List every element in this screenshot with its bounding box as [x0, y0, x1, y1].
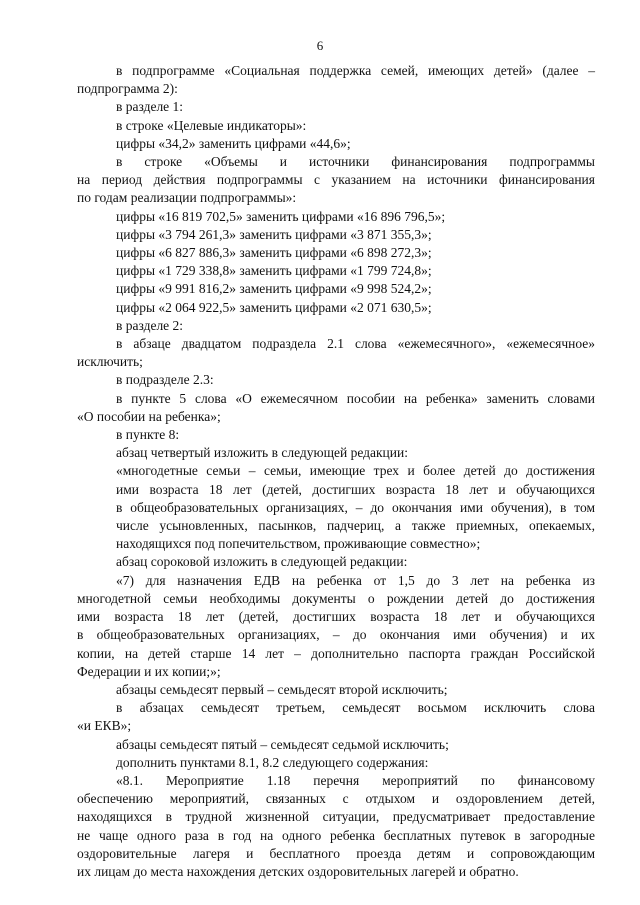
text-line: «и ЕКВ»;: [77, 718, 132, 734]
text-line: абзац четвертый изложить в следующей редакции:: [116, 445, 408, 461]
text-line: копии, на детей старше 14 лет – дополнительно паспорта граждан Российской: [77, 645, 595, 661]
text-line: в общеобразовательных организациях, – до окончания ими обучения) и их: [77, 627, 595, 643]
text-line: абзацы семьдесят пятый – семьдесят седьмой исключить;: [116, 736, 449, 752]
text-line: цифры «6 827 886,3» заменить цифрами «6 898 272,3»;: [116, 245, 432, 261]
text-line: Федерации и их копии;»;: [77, 663, 221, 679]
text-line: в разделе 1:: [116, 99, 184, 115]
text-line: цифры «9 991 816,2» заменить цифрами «9 998 524,2»;: [116, 281, 432, 297]
document-body: [77, 62, 595, 881]
text-line: не чаще одного раза в год на одного ребенка бесплатных путевок в загородные: [77, 827, 595, 843]
text-line: в подпрограмме «Социальная поддержка семей, имеющих детей» (далее –: [116, 63, 595, 78]
text-line: их лицам до места нахождения детских оздоровительных лагерей и обратно.: [77, 863, 519, 879]
text-line: в абзацах семьдесят третьем, семьдесят восьмом исключить слова: [116, 700, 595, 716]
text-line: цифры «1 729 338,8» заменить цифрами «1 799 724,8»;: [116, 263, 432, 279]
text-line: абзац сороковой изложить в следующей редакции:: [116, 554, 408, 570]
text-line: цифры «16 819 702,5» заменить цифрами «16 896 796,5»;: [116, 208, 446, 224]
text-line: в разделе 2:: [116, 317, 184, 333]
text-line: цифры «3 794 261,3» заменить цифрами «3 871 355,3»;: [116, 226, 432, 242]
text-line: цифры «2 064 922,5» заменить цифрами «2 071 630,5»;: [116, 299, 432, 315]
text-line: находящихся в трудной жизненной ситуации, предусматривает предоставление: [77, 809, 595, 825]
text-line: в абзаце двадцатом подраздела 2.1 слова «ежемесячного», «ежемесячное»: [116, 336, 595, 352]
text-line: цифры «34,2» заменить цифрами «44,6»;: [116, 135, 351, 151]
text-line: подпрограмма 2):: [77, 81, 178, 97]
text-line: исключить;: [77, 354, 143, 370]
text-line: в подразделе 2.3:: [116, 372, 214, 388]
text-line: «8.1. Мероприятие 1.18 перечня мероприятий по финансовому: [116, 772, 595, 788]
text-line: ими возраста 18 лет (детей, достигших возраста 18 лет и обучающихся: [77, 609, 595, 625]
text-line: числе усыновленных, пасынков, падчериц, а также приемных, опекаемых,: [116, 518, 595, 534]
text-line: в пункте 8:: [116, 427, 180, 443]
text-line: «7) для назначения ЕДВ на ребенка от 1,5 до 3 лет на ребенка из: [116, 572, 595, 588]
text-line: в строке «Объемы и источники финансирования подпрограммы: [116, 154, 595, 170]
text-line: ими возраста 18 лет (детей, достигших возраста 18 лет и обучающихся: [116, 481, 595, 497]
text-line: обеспечению мероприятий, связанных с отдыхом и оздоровлением детей,: [77, 791, 595, 807]
text-line: «О пособии на ребенка»;: [77, 408, 221, 424]
text-line: по годам реализации подпрограммы»:: [77, 190, 297, 206]
text-line: многодетной семьи необходимы документы о рождении детей до достижения: [77, 590, 595, 606]
text-line: на период действия подпрограммы с указанием на источники финансирования: [77, 172, 595, 188]
text-line: в общеобразовательных организациях, – до окончания ими обучения), в том: [116, 499, 595, 515]
text-line: в пункте 5 слова «О ежемесячном пособии на ребенка» заменить словами: [116, 390, 595, 406]
text-line: в строке «Целевые индикаторы»:: [116, 117, 307, 133]
text-line: находящихся под попечительством, проживающие совместно»;: [116, 536, 481, 552]
text-line: абзацы семьдесят первый – семьдесят второй исключить;: [116, 681, 448, 697]
page-number: 6: [316, 38, 324, 53]
text-line: оздоровительные лагеря и бесплатного проезда детям и сопровождающим: [77, 845, 595, 861]
text-line: дополнить пунктами 8.1, 8.2 следующего содержания:: [116, 754, 429, 770]
text-line: «многодетные семьи – семьи, имеющие трех и более детей до достижения: [116, 463, 595, 479]
